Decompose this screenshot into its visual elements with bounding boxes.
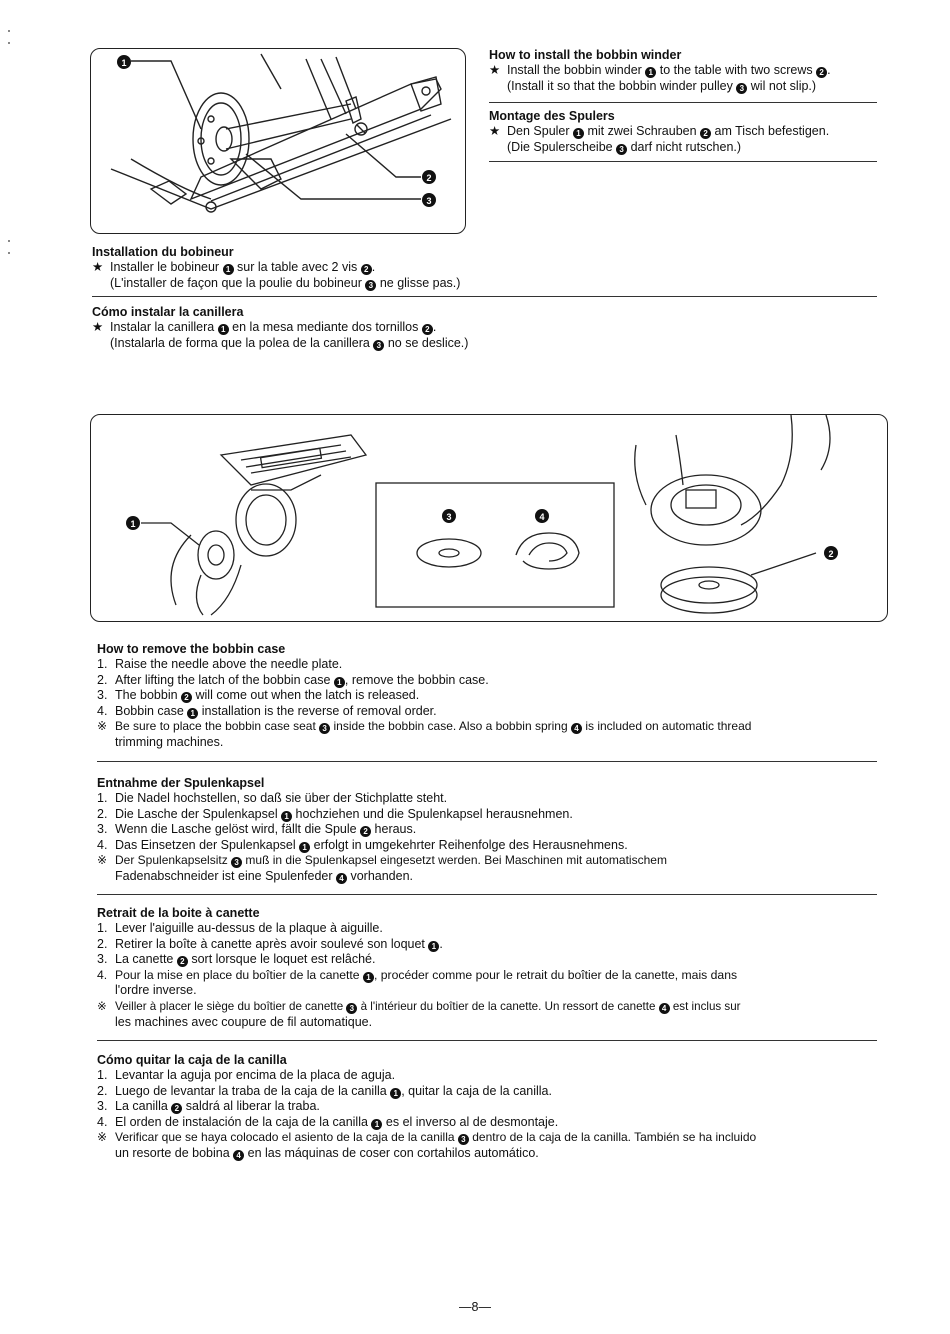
callout-badge: 3 bbox=[319, 723, 330, 734]
divider bbox=[97, 1040, 877, 1041]
callout-4: 4 bbox=[539, 512, 545, 522]
note-icon: ※ bbox=[97, 1130, 108, 1145]
section-title: Cómo quitar la caja de la canilla bbox=[97, 1053, 287, 1067]
section-french-remove: Retrait de la boite à canette 1. Lever l'aiguille au-dessus de la plaque à aiguille. 2. Retirer la boîte à canette après avoir soulevé son loquet 1 . 3. La canette 2 sort lorsque le loquet est relâché. 4. Pour la mise en place du boîtier de la canette 1 , procéder comme pour le retrait du boîtier de la canette, mais dans l'ordre inverse. ※ Veiller à placer le siège du boîtier de canette 3 à l'intérieur du boîtier de la canette. Un ressort de canette 4 est inclus sur les machines avec coupure de fil automatique. bbox=[97, 906, 887, 1030]
section-spanish-install: Cómo instalar la canillera ★ Instalar la canillera 1 en la mesa mediante dos tornillos 2 . (Instalarla de forma que la polea de la canillera 3 no se deslice.) bbox=[92, 305, 892, 351]
section-title: Retrait de la boite à canette bbox=[97, 906, 260, 920]
callout-3: 3 bbox=[446, 512, 452, 522]
callout-badge: 2 bbox=[177, 956, 188, 967]
callout-badge: 1 bbox=[281, 811, 292, 822]
star-icon: ★ bbox=[489, 124, 501, 138]
star-icon: ★ bbox=[489, 63, 501, 77]
section-title: How to install the bobbin winder bbox=[489, 48, 682, 62]
section-english-install: How to install the bobbin winder ★ Install the bobbin winder 1 to the table with two screws 2 . (Install it so that the bobbin winder pulley 3 wil not slip.) bbox=[489, 48, 889, 94]
binder-mark bbox=[8, 240, 10, 242]
callout-badge: 1 bbox=[428, 941, 439, 952]
callout-1: 1 bbox=[130, 519, 136, 529]
divider bbox=[489, 161, 877, 162]
callout-badge: 4 bbox=[336, 873, 347, 884]
section-title: Installation du bobineur bbox=[92, 245, 234, 259]
binder-mark bbox=[8, 252, 10, 254]
callout-badge: 2 bbox=[422, 324, 433, 335]
bobbin-winder-illustration bbox=[91, 49, 465, 233]
callout-badge: 3 bbox=[616, 144, 627, 155]
section-title: How to remove the bobbin case bbox=[97, 642, 286, 656]
section-title: Entnahme der Spulenkapsel bbox=[97, 776, 265, 790]
callout-badge: 3 bbox=[373, 340, 384, 351]
callout-badge: 1 bbox=[334, 677, 345, 688]
divider bbox=[489, 102, 877, 103]
callout-badge: 1 bbox=[299, 842, 310, 853]
section-spanish-remove: Cómo quitar la caja de la canilla 1. Levantar la aguja por encima de la placa de aguja. 2. Luego de levantar la traba de la caja de la canilla 1 , quitar la caja de la canilla. 3. La canilla 2 saldrá al liberar la traba. 4. El orden de instalación de la caja de la canilla 1 es el inverso al de desmontaje. ※ Verificar que se haya colocado el asiento de la caja de la canilla 3 dentro de la caja de la canilla. También se ha incluido un resorte de bobina 4 en las máquinas de coser con cortahilos automático. bbox=[97, 1053, 887, 1162]
callout-badge: 2 bbox=[171, 1103, 182, 1114]
callout-badge: 4 bbox=[659, 1003, 670, 1014]
callout-3: 3 bbox=[426, 196, 432, 206]
binder-mark bbox=[8, 30, 10, 32]
callout-badge: 1 bbox=[390, 1088, 401, 1099]
callout-badge: 3 bbox=[346, 1003, 357, 1014]
note-icon: ※ bbox=[97, 853, 108, 868]
callout-badge: 3 bbox=[458, 1134, 469, 1145]
section-french-install: Installation du bobineur ★ Installer le bobineur 1 sur la table avec 2 vis 2 . (L'installer de façon que la poulie du bobineur 3 ne glisse pas.) bbox=[92, 245, 892, 291]
callout-badge: 1 bbox=[573, 128, 584, 139]
figure-bobbin-case bbox=[90, 414, 888, 622]
callout-badge: 1 bbox=[363, 972, 374, 983]
figure-bobbin-winder bbox=[90, 48, 466, 234]
star-icon: ★ bbox=[92, 320, 104, 334]
divider bbox=[97, 761, 877, 762]
callout-2: 2 bbox=[426, 173, 432, 183]
section-title: Cómo instalar la canillera bbox=[92, 305, 244, 319]
callout-badge: 1 bbox=[223, 264, 234, 275]
callout-badge: 2 bbox=[816, 67, 827, 78]
page-number: —8— bbox=[459, 1300, 491, 1314]
star-icon: ★ bbox=[92, 260, 104, 274]
callout-2: 2 bbox=[828, 549, 834, 559]
callout-badge: 1 bbox=[187, 708, 198, 719]
callout-badge: 2 bbox=[700, 128, 711, 139]
section-german-remove: Entnahme der Spulenkapsel 1. Die Nadel hochstellen, so daß sie über der Stichplatte steht. 2. Die Lasche der Spulenkapsel 1 hochziehen und die Spulenkapsel herausnehmen. 3. Wenn die Lasche gelöst wird, fällt die Spule 2 heraus. 4. Das Einsetzen der Spulenkapsel 1 erfolgt in umgekehrter Reihenfolge des Herausnehmens. ※ Der Spulenkapselsitz 3 muß in die Spulenkapsel eingesetzt werden. Bei Maschinen mit automatischem Fadenabschneider ist eine Spulenfeder 4 vorhanden. bbox=[97, 776, 887, 885]
callout-badge: 2 bbox=[361, 264, 372, 275]
binder-mark bbox=[8, 42, 10, 44]
callout-badge: 3 bbox=[231, 857, 242, 868]
callout-badge: 4 bbox=[571, 723, 582, 734]
callout-badge: 3 bbox=[365, 280, 376, 291]
callout-badge: 2 bbox=[360, 826, 371, 837]
section-english-remove: How to remove the bobbin case 1. Raise the needle above the needle plate. 2. After lifting the latch of the bobbin case 1 , remove the bobbin case. 3. The bobbin 2 will come out when the latch is released. 4. Bobbin case 1 installation is the reverse of removal order. ※ Be sure to place the bobbin case seat 3 inside the bobbin case. Also a bobbin spring 4 is included on automatic thread trimming machines. bbox=[97, 642, 887, 751]
section-german-install: Montage des Spulers ★ Den Spuler 1 mit zwei Schrauben 2 am Tisch befestigen. (Die Spulerscheibe 3 darf nicht rutschen.) bbox=[489, 109, 889, 155]
divider bbox=[92, 296, 877, 297]
section-title: Montage des Spulers bbox=[489, 109, 615, 123]
note-icon: ※ bbox=[97, 999, 107, 1013]
divider bbox=[97, 894, 877, 895]
callout-1: 1 bbox=[121, 58, 127, 68]
callout-badge: 3 bbox=[736, 83, 747, 94]
bobbin-case-illustration bbox=[91, 415, 887, 621]
note-icon: ※ bbox=[97, 719, 108, 734]
callout-badge: 1 bbox=[218, 324, 229, 335]
callout-badge: 4 bbox=[233, 1150, 244, 1161]
callout-badge: 1 bbox=[645, 67, 656, 78]
callout-badge: 1 bbox=[371, 1119, 382, 1130]
callout-badge: 2 bbox=[181, 692, 192, 703]
